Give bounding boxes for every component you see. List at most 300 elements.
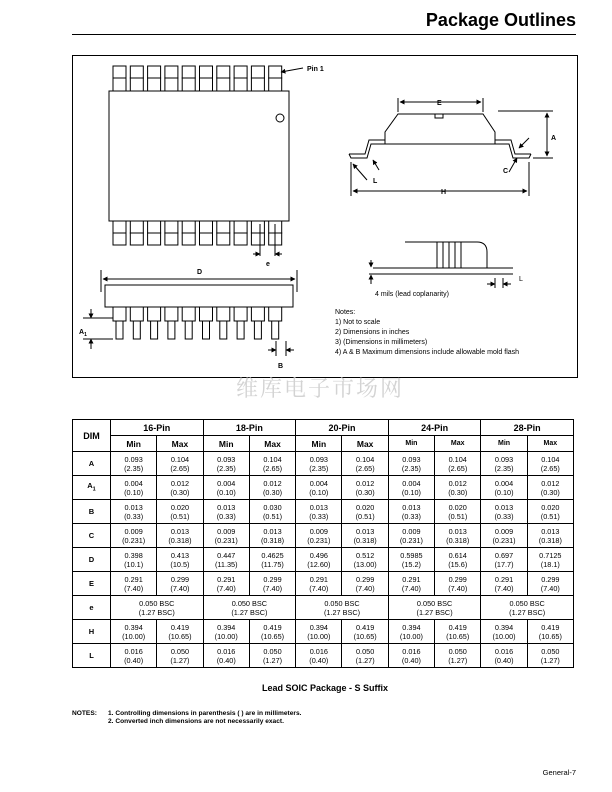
notes-title: Notes: [335, 309, 356, 316]
value-cell [249, 476, 295, 500]
dim-name: e [89, 603, 94, 612]
value-cell [435, 572, 481, 596]
lead [130, 233, 143, 245]
dim-name: A [87, 480, 93, 490]
inch-value: 0.020 [448, 502, 467, 512]
coplanarity-label: 4 mils (lead coplanarity) [375, 291, 449, 298]
detail-leads [437, 242, 461, 268]
note-2: 2. Converted inch dimensions are not necessarily exact. [108, 718, 284, 725]
mm-value: (15.2) [401, 559, 421, 569]
value-cell [481, 500, 527, 524]
mm-value: (1.27) [263, 655, 283, 665]
mm-value: (0.10) [309, 487, 329, 497]
value-cell [527, 500, 573, 524]
mm-value: (11.35) [214, 559, 238, 569]
lead [234, 221, 247, 233]
value-cell [296, 548, 342, 572]
value-cell [203, 572, 249, 596]
mm-value: (1.27 BSC) [323, 607, 361, 617]
dim-cell [73, 500, 111, 524]
mm-value: (0.33) [309, 511, 329, 521]
lead [217, 233, 230, 245]
lead [217, 66, 230, 78]
inch-value: 0.020 [356, 502, 375, 512]
inch-value: 0.093 [124, 454, 143, 464]
mm-value: (1.27 BSC) [138, 607, 175, 617]
lead [200, 233, 213, 245]
mm-value: (10.00) [214, 631, 238, 641]
inch-value: 0.013 [402, 502, 421, 512]
dim-e-lower-label: e [266, 261, 270, 268]
lead [185, 321, 192, 339]
mm-value: (10.1) [124, 559, 144, 569]
mm-value: (1.27 BSC) [509, 607, 546, 617]
notes-block [72, 710, 301, 726]
lead [113, 78, 126, 91]
top-view-body [109, 91, 289, 221]
pin1-label: Pin 1 [307, 66, 324, 73]
package-drawing [72, 55, 578, 378]
mm-value: (2.65) [355, 463, 375, 473]
mm-value: (0.30) [355, 487, 375, 497]
mm-value: (0.318) [168, 535, 192, 545]
lead [165, 66, 178, 78]
value-cell [203, 620, 249, 644]
mm-value: (7.40) [216, 583, 236, 593]
mm-value: (0.40) [309, 655, 329, 665]
mm-value: (15.6) [448, 559, 468, 569]
table-row [73, 620, 574, 644]
value-cell [388, 572, 434, 596]
pin1-marker [276, 114, 284, 122]
inch-value: 0.004 [217, 478, 236, 488]
lead [251, 78, 264, 91]
value-cell [435, 452, 481, 476]
lead [148, 78, 161, 91]
inch-value: 0.7125 [539, 550, 562, 560]
lead [130, 221, 143, 233]
table-row [73, 452, 574, 476]
mm-value: (0.231) [122, 535, 146, 545]
inch-value: 0.016 [217, 646, 236, 656]
inch-value: 0.394 [124, 622, 143, 632]
value-cell [388, 548, 434, 572]
lead [165, 307, 178, 321]
inch-value: 0.004 [309, 478, 328, 488]
mm-value: (7.40) [355, 583, 375, 593]
inch-value: 0.093 [402, 454, 421, 464]
value-cell [296, 476, 342, 500]
lead [165, 221, 178, 233]
inch-value: 0.013 [448, 526, 467, 536]
lead [182, 221, 195, 233]
mm-value: (7.40) [401, 583, 421, 593]
mm-value: (0.33) [494, 511, 514, 521]
dim-cell [73, 620, 111, 644]
lead [234, 78, 247, 91]
lead [200, 78, 213, 91]
mm-value: (2.35) [216, 463, 236, 473]
value-cell [157, 572, 203, 596]
lead [113, 66, 126, 78]
inch-value: 0.012 [448, 478, 467, 488]
dim-cell [73, 596, 111, 620]
inch-value: 0.004 [124, 478, 143, 488]
value-cell [157, 620, 203, 644]
inch-value: 0.004 [402, 478, 421, 488]
value-cell [527, 524, 573, 548]
dim-cell [73, 548, 111, 572]
dim-d-label: D [197, 269, 203, 276]
dim-name: E [88, 579, 94, 588]
mm-value: (0.318) [446, 535, 470, 545]
lead [113, 221, 126, 233]
bsc-cell [296, 596, 389, 620]
lead [217, 307, 230, 321]
max-header: Max [342, 436, 388, 452]
inch-value: 0.4625 [261, 550, 284, 560]
max-header: Max [249, 436, 295, 452]
mm-value: (10.00) [122, 631, 146, 641]
lead [234, 66, 247, 78]
mm-value: (7.40) [124, 583, 144, 593]
dim-name: L [89, 651, 94, 660]
inch-value: 0.004 [494, 478, 514, 488]
bsc-cell [111, 596, 204, 620]
inch-value: 0.020 [170, 502, 190, 512]
mm-value: (11.75) [261, 559, 284, 569]
lead [251, 307, 264, 321]
dimension-table [72, 419, 574, 668]
mm-value: (1.27) [540, 655, 560, 665]
mm-value: (0.51) [170, 511, 190, 521]
inch-value: 0.050 [356, 646, 375, 656]
dim-a1-label: $A_1$ [79, 329, 87, 338]
value-cell [435, 548, 481, 572]
inch-value: 0.299 [541, 574, 560, 584]
min-header: Min [481, 436, 527, 452]
value-cell [481, 644, 527, 668]
mm-value: (0.30) [448, 487, 468, 497]
mm-value: (0.231) [307, 535, 331, 545]
inch-value: 0.013 [494, 502, 514, 512]
dim-header: DIM [73, 420, 111, 452]
minmax-header-row [73, 436, 574, 452]
package-header: 16-Pin [111, 420, 204, 436]
page-title: Package Outlines [425, 10, 576, 30]
inch-value: 0.016 [494, 646, 514, 656]
value-cell [435, 524, 481, 548]
top-leads [113, 66, 282, 91]
inch-value: 0.050 [263, 646, 282, 656]
mm-value: (2.65) [170, 463, 190, 473]
inch-value: 0.419 [448, 622, 467, 632]
lead [269, 66, 282, 78]
lead [116, 321, 123, 339]
inch-value: 0.299 [170, 574, 190, 584]
dim-cell [73, 452, 111, 476]
lead [234, 307, 247, 321]
inch-value: 0.009 [309, 526, 328, 536]
value-cell [157, 500, 203, 524]
mm-value: (0.231) [492, 535, 516, 545]
min-header: Min [111, 436, 157, 452]
value-cell [249, 500, 295, 524]
lead [272, 321, 279, 339]
lead [200, 221, 213, 233]
inch-value: 0.697 [494, 550, 514, 560]
dim-cell [73, 572, 111, 596]
lead [200, 307, 213, 321]
value-cell [111, 500, 157, 524]
value-cell [203, 524, 249, 548]
mm-value: (2.35) [309, 463, 329, 473]
lead [148, 66, 161, 78]
mm-value: (0.33) [401, 511, 421, 521]
lead [182, 66, 195, 78]
mm-value: (12.60) [307, 559, 331, 569]
lead [130, 66, 143, 78]
mm-value: (0.30) [263, 487, 283, 497]
value-cell [388, 644, 434, 668]
value-cell [296, 452, 342, 476]
lead [148, 307, 161, 321]
bsc-cell [481, 596, 574, 620]
mm-value: (10.00) [492, 631, 516, 641]
inch-value: 0.009 [217, 526, 236, 536]
value-cell [203, 452, 249, 476]
mm-value: (10.65) [168, 631, 192, 641]
mm-value: (1.27 BSC) [231, 607, 268, 617]
notes-label: NOTES: [72, 710, 97, 717]
inch-value: 0.013 [541, 526, 560, 536]
mm-value: (10.65) [446, 631, 470, 641]
value-cell [388, 620, 434, 644]
inch-value: 0.009 [124, 526, 143, 536]
value-cell [157, 644, 203, 668]
value-cell [481, 452, 527, 476]
bsc-cell [388, 596, 481, 620]
value-cell [249, 548, 295, 572]
inch-value: 0.093 [494, 454, 514, 464]
table-caption: Lead SOIC Package - S Suffix [261, 683, 389, 693]
dim-name: B [88, 507, 95, 516]
value-cell [527, 620, 573, 644]
value-cell [342, 476, 388, 500]
inch-value: 0.291 [309, 574, 328, 584]
inch-value: 0.104 [541, 454, 560, 464]
value-cell [111, 524, 157, 548]
lead [269, 78, 282, 91]
package-header: 28-Pin [481, 420, 574, 436]
lead [234, 233, 247, 245]
inch-value: 0.419 [170, 622, 190, 632]
inch-value: 0.093 [309, 454, 328, 464]
value-cell [527, 644, 573, 668]
table-row [73, 476, 574, 500]
inch-value: 0.5985 [400, 550, 423, 560]
inch-value: 0.012 [541, 478, 560, 488]
value-cell [249, 620, 295, 644]
value-cell [249, 452, 295, 476]
inch-value: 0.299 [448, 574, 467, 584]
inch-value: 0.013 [263, 526, 282, 536]
value-cell [342, 644, 388, 668]
mm-value: (10.00) [307, 631, 331, 641]
dim-name: C [88, 531, 95, 540]
table-row [73, 524, 574, 548]
mm-value: (0.51) [355, 511, 375, 521]
mm-value: (1.27) [170, 655, 190, 665]
dim-cell [73, 644, 111, 668]
lead [130, 307, 143, 321]
value-cell [157, 524, 203, 548]
inch-value: 0.419 [541, 622, 560, 632]
mm-value: (17.7) [494, 559, 514, 569]
package-outline-svg [73, 56, 579, 379]
value-cell [388, 452, 434, 476]
inch-value: 0.012 [263, 478, 282, 488]
value-cell [342, 548, 388, 572]
dim-c-label: C [503, 168, 509, 175]
max-header: Max [527, 436, 573, 452]
value-cell [249, 572, 295, 596]
lead [165, 78, 178, 91]
package-header-row [73, 420, 574, 436]
mm-value: (0.318) [260, 535, 285, 545]
inch-value: 0.050 [448, 646, 467, 656]
lead [133, 321, 140, 339]
mm-value: (0.51) [448, 511, 468, 521]
mm-value: (0.30) [170, 487, 190, 497]
value-cell [481, 572, 527, 596]
lead [217, 78, 230, 91]
dim-name: D [88, 555, 95, 564]
package-header: 20-Pin [296, 420, 389, 436]
value-cell [435, 476, 481, 500]
inch-value: 0.013 [124, 502, 143, 512]
inch-value: 0.050 BSC [324, 598, 360, 608]
mm-value: (0.318) [353, 535, 377, 545]
inch-value: 0.013 [170, 526, 190, 536]
mm-value: (0.51) [540, 511, 560, 521]
dim-h-label: H [441, 189, 447, 196]
lead [254, 321, 261, 339]
lead [168, 321, 175, 339]
min-header: Min [203, 436, 249, 452]
inch-value: 0.104 [356, 454, 375, 464]
value-cell [435, 620, 481, 644]
value-cell [342, 500, 388, 524]
mm-value: (2.35) [124, 463, 144, 473]
package-header: 24-Pin [388, 420, 481, 436]
inch-value: 0.512 [356, 550, 375, 560]
mm-value: (0.40) [124, 655, 144, 665]
mm-value: (13.00) [353, 559, 377, 569]
value-cell [296, 620, 342, 644]
mm-value: (7.40) [494, 583, 514, 593]
lead [113, 233, 126, 245]
value-cell [111, 572, 157, 596]
inch-value: 0.419 [263, 622, 282, 632]
mm-value: (0.40) [494, 655, 514, 665]
lead [203, 321, 210, 339]
value-cell [249, 644, 295, 668]
min-header: Min [296, 436, 342, 452]
inch-value: 0.291 [402, 574, 421, 584]
inch-value: 0.013 [217, 502, 236, 512]
value-cell [342, 572, 388, 596]
note-1: 1. Controlling dimensions in parenthesis ( ) are in millimeters. [108, 710, 302, 717]
dim-cell [73, 524, 111, 548]
inch-value: 0.020 [541, 502, 560, 512]
value-cell [527, 572, 573, 596]
lead [148, 221, 161, 233]
lead [220, 321, 227, 339]
inch-value: 0.398 [124, 550, 143, 560]
inch-value: 0.299 [263, 574, 282, 584]
mm-value: (1.27) [355, 655, 375, 665]
mm-value: (0.51) [263, 511, 283, 521]
package-header: 18-Pin [203, 420, 296, 436]
value-cell [203, 644, 249, 668]
side-leads [113, 307, 282, 339]
inch-value: 0.291 [494, 574, 514, 584]
value-cell [111, 548, 157, 572]
mm-value: (1.27) [448, 655, 468, 665]
mm-value: (0.40) [216, 655, 236, 665]
lead [182, 233, 195, 245]
lead [269, 307, 282, 321]
mm-value: (2.65) [263, 463, 283, 473]
bottom-leads [113, 221, 282, 245]
lead [165, 233, 178, 245]
lead [251, 221, 264, 233]
lead [130, 78, 143, 91]
mm-value: (10.5) [170, 559, 190, 569]
inch-value: 0.012 [356, 478, 375, 488]
detail-l-label: L [519, 276, 523, 283]
watermark: 维库电子市场网 [235, 377, 404, 402]
lead [113, 307, 126, 321]
inch-value: 0.104 [170, 454, 190, 464]
lead [182, 78, 195, 91]
value-cell [481, 548, 527, 572]
inch-value: 0.419 [356, 622, 375, 632]
value-cell [435, 500, 481, 524]
mm-value: (7.40) [170, 583, 190, 593]
dim-name: H [88, 627, 95, 636]
mm-value: (0.10) [494, 487, 514, 497]
inch-value: 0.013 [356, 526, 375, 536]
value-cell [342, 620, 388, 644]
inch-value: 0.050 BSC [139, 598, 175, 608]
value-cell [388, 524, 434, 548]
mm-value: (10.65) [353, 631, 377, 641]
side-view-body [105, 285, 293, 307]
mm-value: (1.27 BSC) [416, 607, 453, 617]
value-cell [111, 620, 157, 644]
table-row [73, 500, 574, 524]
mm-value: (7.40) [540, 583, 560, 593]
dim-b-label: B [278, 363, 284, 370]
mm-value: (0.33) [124, 511, 144, 521]
value-cell [111, 476, 157, 500]
value-cell [481, 476, 527, 500]
mm-value: (10.65) [260, 631, 285, 641]
mm-value: (2.65) [540, 463, 560, 473]
dim-subscript: 1 [92, 486, 96, 493]
